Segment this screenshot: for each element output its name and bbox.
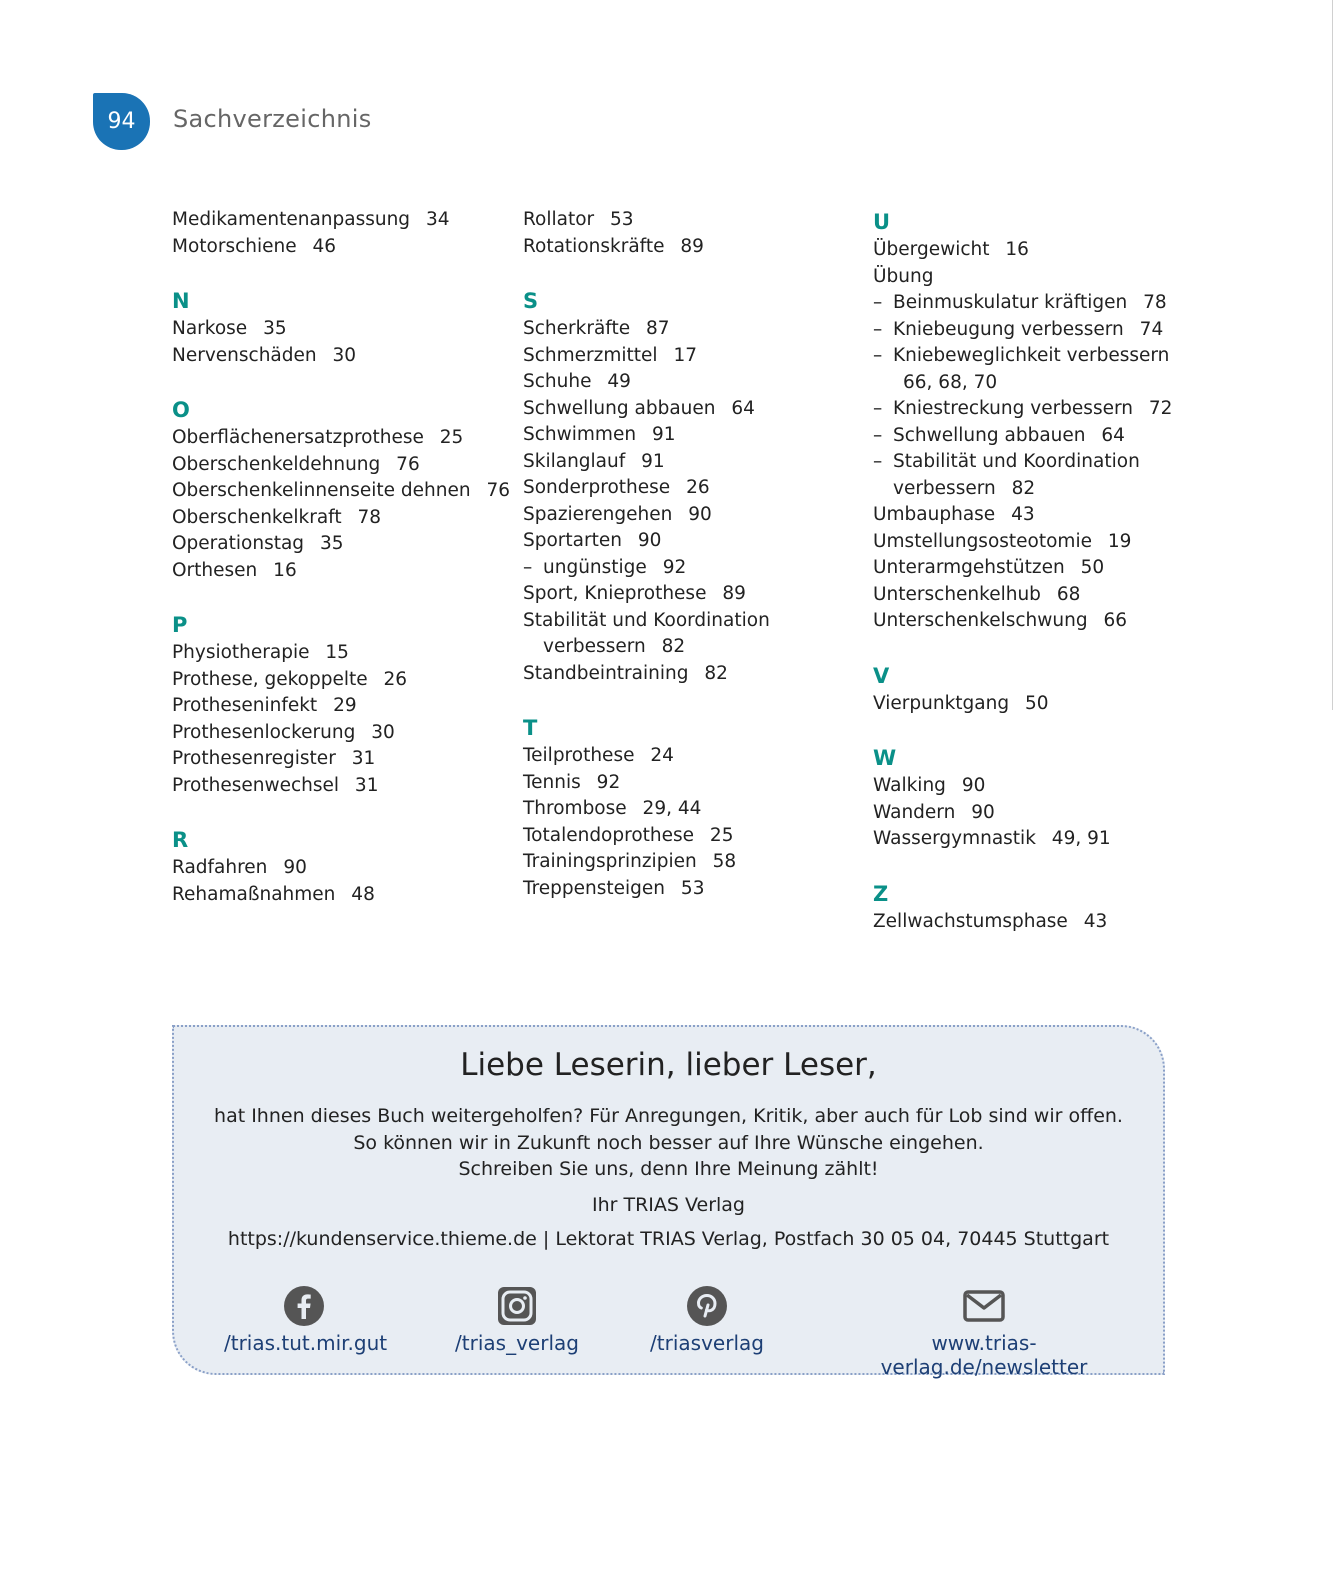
entry-term: Trainingsprinzipien [523, 851, 697, 872]
index-entry [523, 608, 863, 661]
entry-term: Tennis [523, 771, 581, 793]
index-entry [172, 855, 512, 882]
pinterest-icon [686, 1285, 728, 1327]
entry-term: Kniebeugung verbessern [893, 318, 1124, 340]
index-entry [873, 773, 1173, 800]
section-letter: V [873, 663, 890, 688]
entry-pages: 30 [332, 344, 357, 366]
entry-term: Physiotherapie [172, 642, 310, 663]
entry-pages: 35 [263, 318, 287, 339]
index-entry [172, 316, 512, 343]
index-entry [172, 505, 512, 532]
entry-term: Spazierengehen [523, 503, 673, 525]
entry-pages: 34 [425, 209, 450, 230]
entry-pages: 46 [312, 235, 337, 257]
section-letter: U [873, 210, 891, 234]
entry-pages: 87 [646, 318, 670, 339]
index-entry [523, 876, 863, 903]
entry-pages: 53 [610, 209, 634, 230]
index-entry [523, 207, 863, 234]
page-edge-line [1332, 0, 1333, 710]
entry-pages: 43 [1083, 910, 1108, 932]
index-entry [172, 882, 512, 909]
newsletter-url[interactable]: www.trias-verlag.de/newsletter [880, 1331, 1088, 1379]
entry-pages: 78 [1143, 292, 1167, 313]
entry-pages: 74 [1139, 318, 1164, 340]
index-entry [523, 661, 863, 688]
entry-pages: 82 [661, 636, 686, 657]
entry-term: Beinmuskulatur kräftigen [893, 292, 1128, 313]
mail-icon [962, 1285, 1006, 1327]
index-section [172, 395, 512, 584]
entry-pages: 58 [712, 851, 737, 872]
section-letter: P [172, 613, 188, 637]
facebook-handle[interactable]: /trias.tut.mir.gut [224, 1331, 388, 1355]
entry-term: Stabilität und Koordination verbessern [893, 451, 1140, 499]
entry-term: Kniestreckung verbessern [893, 398, 1133, 419]
entry-term: Walking [873, 775, 946, 796]
entry-pages: 19 [1107, 530, 1132, 552]
instagram-icon [496, 1285, 538, 1327]
entry-term: Narkose [172, 318, 248, 339]
entry-term: Motorschiene [172, 235, 297, 257]
entry-pages: 92 [596, 771, 621, 793]
index-entry [523, 343, 863, 370]
entry-pages: 64 [1101, 424, 1125, 446]
section-letter: W [873, 746, 897, 770]
index-entry [523, 475, 863, 502]
index-entry [873, 909, 1173, 936]
newsletter-link[interactable] [834, 1285, 1134, 1379]
pinterest-handle[interactable]: /triasverlag [650, 1331, 764, 1355]
entry-pages: 66 [1103, 610, 1128, 631]
entry-pages: 24 [650, 745, 674, 766]
entry-term: Standbeintraining [523, 662, 689, 684]
entry-pages: 50 [1080, 557, 1105, 578]
entry-term: Wandern [873, 801, 956, 823]
index-entry [523, 528, 863, 555]
index-entry [172, 425, 512, 452]
index-entry [873, 555, 1173, 582]
entry-term: Rollator [523, 209, 595, 230]
entry-pages: 49 [607, 371, 631, 392]
entry-pages: 82 [704, 662, 728, 684]
entry-term: Sonderprothese [523, 477, 671, 498]
entry-term: Prothesenlockerung [172, 721, 356, 743]
index-entry [172, 531, 512, 558]
entry-term: Radfahren [172, 857, 268, 878]
index-subentry [873, 423, 1173, 450]
index-section [172, 207, 512, 260]
feedback-signature: Ihr TRIAS Verlag [591, 1193, 745, 1216]
page-title: Sachverzeichnis [173, 105, 372, 133]
entry-term: Umstellungsosteotomie [873, 530, 1092, 552]
index-entry [172, 207, 512, 234]
section-letter: O [172, 398, 190, 422]
entry-term: Sport, Knieprothese [523, 583, 707, 604]
index-section [873, 207, 1173, 635]
entry-pages: 76 [396, 453, 420, 475]
entry-term: Medikamentenanpassung [172, 209, 411, 230]
feedback-title: Liebe Leserin, lieber Leser, [460, 1047, 877, 1083]
index-subentry [873, 317, 1173, 344]
entry-term: Übergewicht [873, 239, 990, 260]
index-entry [172, 667, 512, 694]
index-section [873, 879, 1173, 936]
entry-pages: 15 [325, 642, 349, 663]
entry-term: Unterschenkelhub [873, 583, 1041, 605]
feedback-contact[interactable]: https://kundenservice.thieme.de | Lektorat TRIAS Verlag, Postfach 30 05 04, 70445 Stuttgart [227, 1227, 1110, 1250]
entry-term: Schuhe [523, 371, 592, 392]
index-entry [523, 502, 863, 529]
page-number-badge [93, 93, 150, 150]
index-entry [172, 720, 512, 747]
entry-pages: 89 [722, 583, 746, 604]
index-entry [172, 558, 512, 585]
entry-pages: 90 [961, 775, 986, 796]
index-entry [873, 800, 1173, 827]
index-entry [873, 826, 1173, 853]
facebook-link[interactable] [224, 1285, 388, 1355]
entry-pages: 91 [641, 450, 665, 472]
section-letter: S [523, 289, 539, 313]
index-entry [523, 796, 863, 823]
index-section [172, 610, 512, 799]
entry-pages: 35 [319, 533, 344, 554]
entry-pages: 29, 44 [642, 798, 702, 819]
entry-term: Kniebeweglichkeit verbessern [893, 345, 1170, 366]
facebook-icon [283, 1285, 325, 1327]
entry-pages: 53 [680, 877, 705, 899]
entry-pages: 48 [351, 883, 375, 905]
index-section [523, 286, 863, 687]
entry-pages: 91 [651, 424, 676, 445]
entry-term: Nervenschäden [172, 344, 317, 366]
index-entry [172, 693, 512, 720]
feedback-line: So können wir in Zukunft noch besser auf Ihre Wünsche eingehen. [353, 1131, 984, 1154]
index-entry [523, 449, 863, 476]
section-letter: T [523, 716, 538, 740]
index-column-1 [172, 207, 512, 934]
entry-term: Übung [873, 265, 934, 287]
index-section [172, 825, 512, 908]
entry-pages: 16 [1005, 239, 1029, 260]
entry-term: Schwimmen [523, 424, 637, 445]
page-number: 94 [107, 109, 136, 134]
index-column-2 [523, 207, 863, 928]
instagram-handle[interactable]: /trias_verlag [455, 1331, 579, 1355]
index-entry [172, 773, 512, 800]
entry-term: ungünstige [543, 556, 647, 578]
entry-term: Rehamaßnahmen [172, 883, 336, 905]
entry-term: Schwellung abbauen [523, 397, 716, 419]
index-entry [523, 743, 863, 770]
entry-pages: 49, 91 [1051, 828, 1111, 849]
pinterest-link[interactable] [647, 1285, 767, 1355]
index-column-3 [873, 207, 1173, 961]
index-entry [172, 234, 512, 261]
entry-pages: 43 [1011, 504, 1035, 525]
index-subentry [873, 343, 1173, 396]
index-entry [172, 478, 512, 505]
entry-term: Totalendoprothese [523, 824, 695, 846]
entry-pages: 90 [688, 503, 712, 525]
entry-pages: 16 [273, 559, 297, 581]
index-entry [523, 849, 863, 876]
index-section [523, 713, 863, 902]
index-entry [873, 691, 1173, 718]
index-entry [873, 264, 1173, 291]
index-entry [523, 422, 863, 449]
section-letter: R [172, 828, 189, 852]
entry-term: Wassergymnastik [873, 828, 1036, 849]
index-entry [172, 452, 512, 479]
feedback-line: Schreiben Sie uns, denn Ihre Meinung zählt! [458, 1158, 879, 1180]
index-entry [873, 529, 1173, 556]
entry-pages: 25 [709, 824, 734, 846]
entry-term: Thrombose [523, 798, 627, 819]
reader-feedback-box [172, 1025, 1165, 1379]
entry-term: Umbauphase [873, 504, 996, 525]
index-section [523, 207, 863, 260]
index-section [172, 286, 512, 369]
index-entry [172, 746, 512, 773]
entry-term: Sportarten [523, 530, 622, 551]
entry-term: Rotationskräfte [523, 235, 665, 257]
entry-pages: 92 [662, 556, 687, 578]
entry-pages: 78 [357, 506, 382, 528]
entry-term: Vierpunktgang [873, 692, 1010, 714]
index-entry [873, 582, 1173, 609]
index-entry [172, 640, 512, 667]
entry-term: Schwellung abbauen [893, 424, 1086, 446]
entry-pages: 89 [680, 235, 704, 257]
feedback-line: hat Ihnen dieses Buch weitergeholfen? Für Anregungen, Kritik, aber auch für Lob sind wir offen. [214, 1105, 1123, 1127]
entry-pages: 90 [637, 530, 662, 551]
entry-pages: 30 [371, 721, 395, 743]
index-entry [523, 369, 863, 396]
entry-term: Protheseninfekt [172, 695, 318, 716]
entry-term: Oberschenkeldehnung [172, 453, 381, 475]
entry-term: Oberschenkelkraft [172, 506, 342, 528]
entry-pages: 64 [731, 397, 755, 419]
entry-pages: 90 [283, 857, 307, 878]
entry-term: Operationstag [172, 533, 305, 554]
index-entry [523, 581, 863, 608]
index-entry [873, 237, 1173, 264]
entry-term: Prothesenwechsel [172, 774, 340, 796]
entry-pages: 66, 68, 70 [903, 371, 998, 393]
entry-pages: 72 [1148, 398, 1173, 419]
feedback-text [174, 1103, 1163, 1183]
entry-pages: 29 [333, 695, 357, 716]
entry-term: Teilprothese [523, 745, 635, 766]
entry-pages: 26 [383, 668, 408, 690]
index-section [873, 743, 1173, 853]
entry-term: Oberflächenersatzprothese [172, 427, 424, 448]
entry-term: Zellwachstumsphase [873, 910, 1068, 932]
index-subentry [873, 290, 1173, 317]
index-entry [523, 316, 863, 343]
entry-term: Unterarmgehstützen [873, 557, 1065, 578]
section-letter: N [172, 289, 190, 313]
index-entry [873, 608, 1173, 635]
entry-term: Stabilität und Koordination verbessern [523, 609, 770, 657]
entry-term: Scherkräfte [523, 318, 631, 339]
section-letter: Z [873, 881, 889, 906]
index-entry [172, 343, 512, 370]
index-entry [523, 823, 863, 850]
entry-pages: 31 [354, 774, 379, 796]
entry-pages: 68 [1056, 583, 1081, 605]
index-entry [873, 502, 1173, 529]
index-section [873, 661, 1173, 718]
entry-term: Oberschenkelinnenseite dehnen [172, 480, 471, 501]
entry-term: Prothesenregister [172, 748, 336, 769]
entry-term: Prothese, gekoppelte [172, 668, 368, 690]
entry-pages: 26 [686, 477, 710, 498]
entry-term: Schmerzmittel [523, 344, 658, 366]
entry-term: Unterschenkelschwung [873, 610, 1088, 631]
entry-term: Orthesen [172, 559, 258, 581]
index-entry [523, 396, 863, 423]
index-entry [523, 234, 863, 261]
entry-pages: 17 [673, 344, 697, 366]
entry-pages: 25 [439, 427, 464, 448]
entry-pages: 31 [351, 748, 376, 769]
entry-pages: 76 [486, 480, 511, 501]
index-subentry [523, 555, 863, 582]
entry-pages: 82 [1011, 477, 1036, 499]
entry-pages: 50 [1024, 692, 1049, 714]
entry-term: Skilanglauf [523, 450, 626, 472]
index-subentry [873, 449, 1173, 502]
instagram-link[interactable] [452, 1285, 582, 1355]
index-subentry [873, 396, 1173, 423]
index-entry [523, 770, 863, 797]
entry-pages: 90 [971, 801, 995, 823]
entry-term: Treppensteigen [523, 877, 666, 899]
